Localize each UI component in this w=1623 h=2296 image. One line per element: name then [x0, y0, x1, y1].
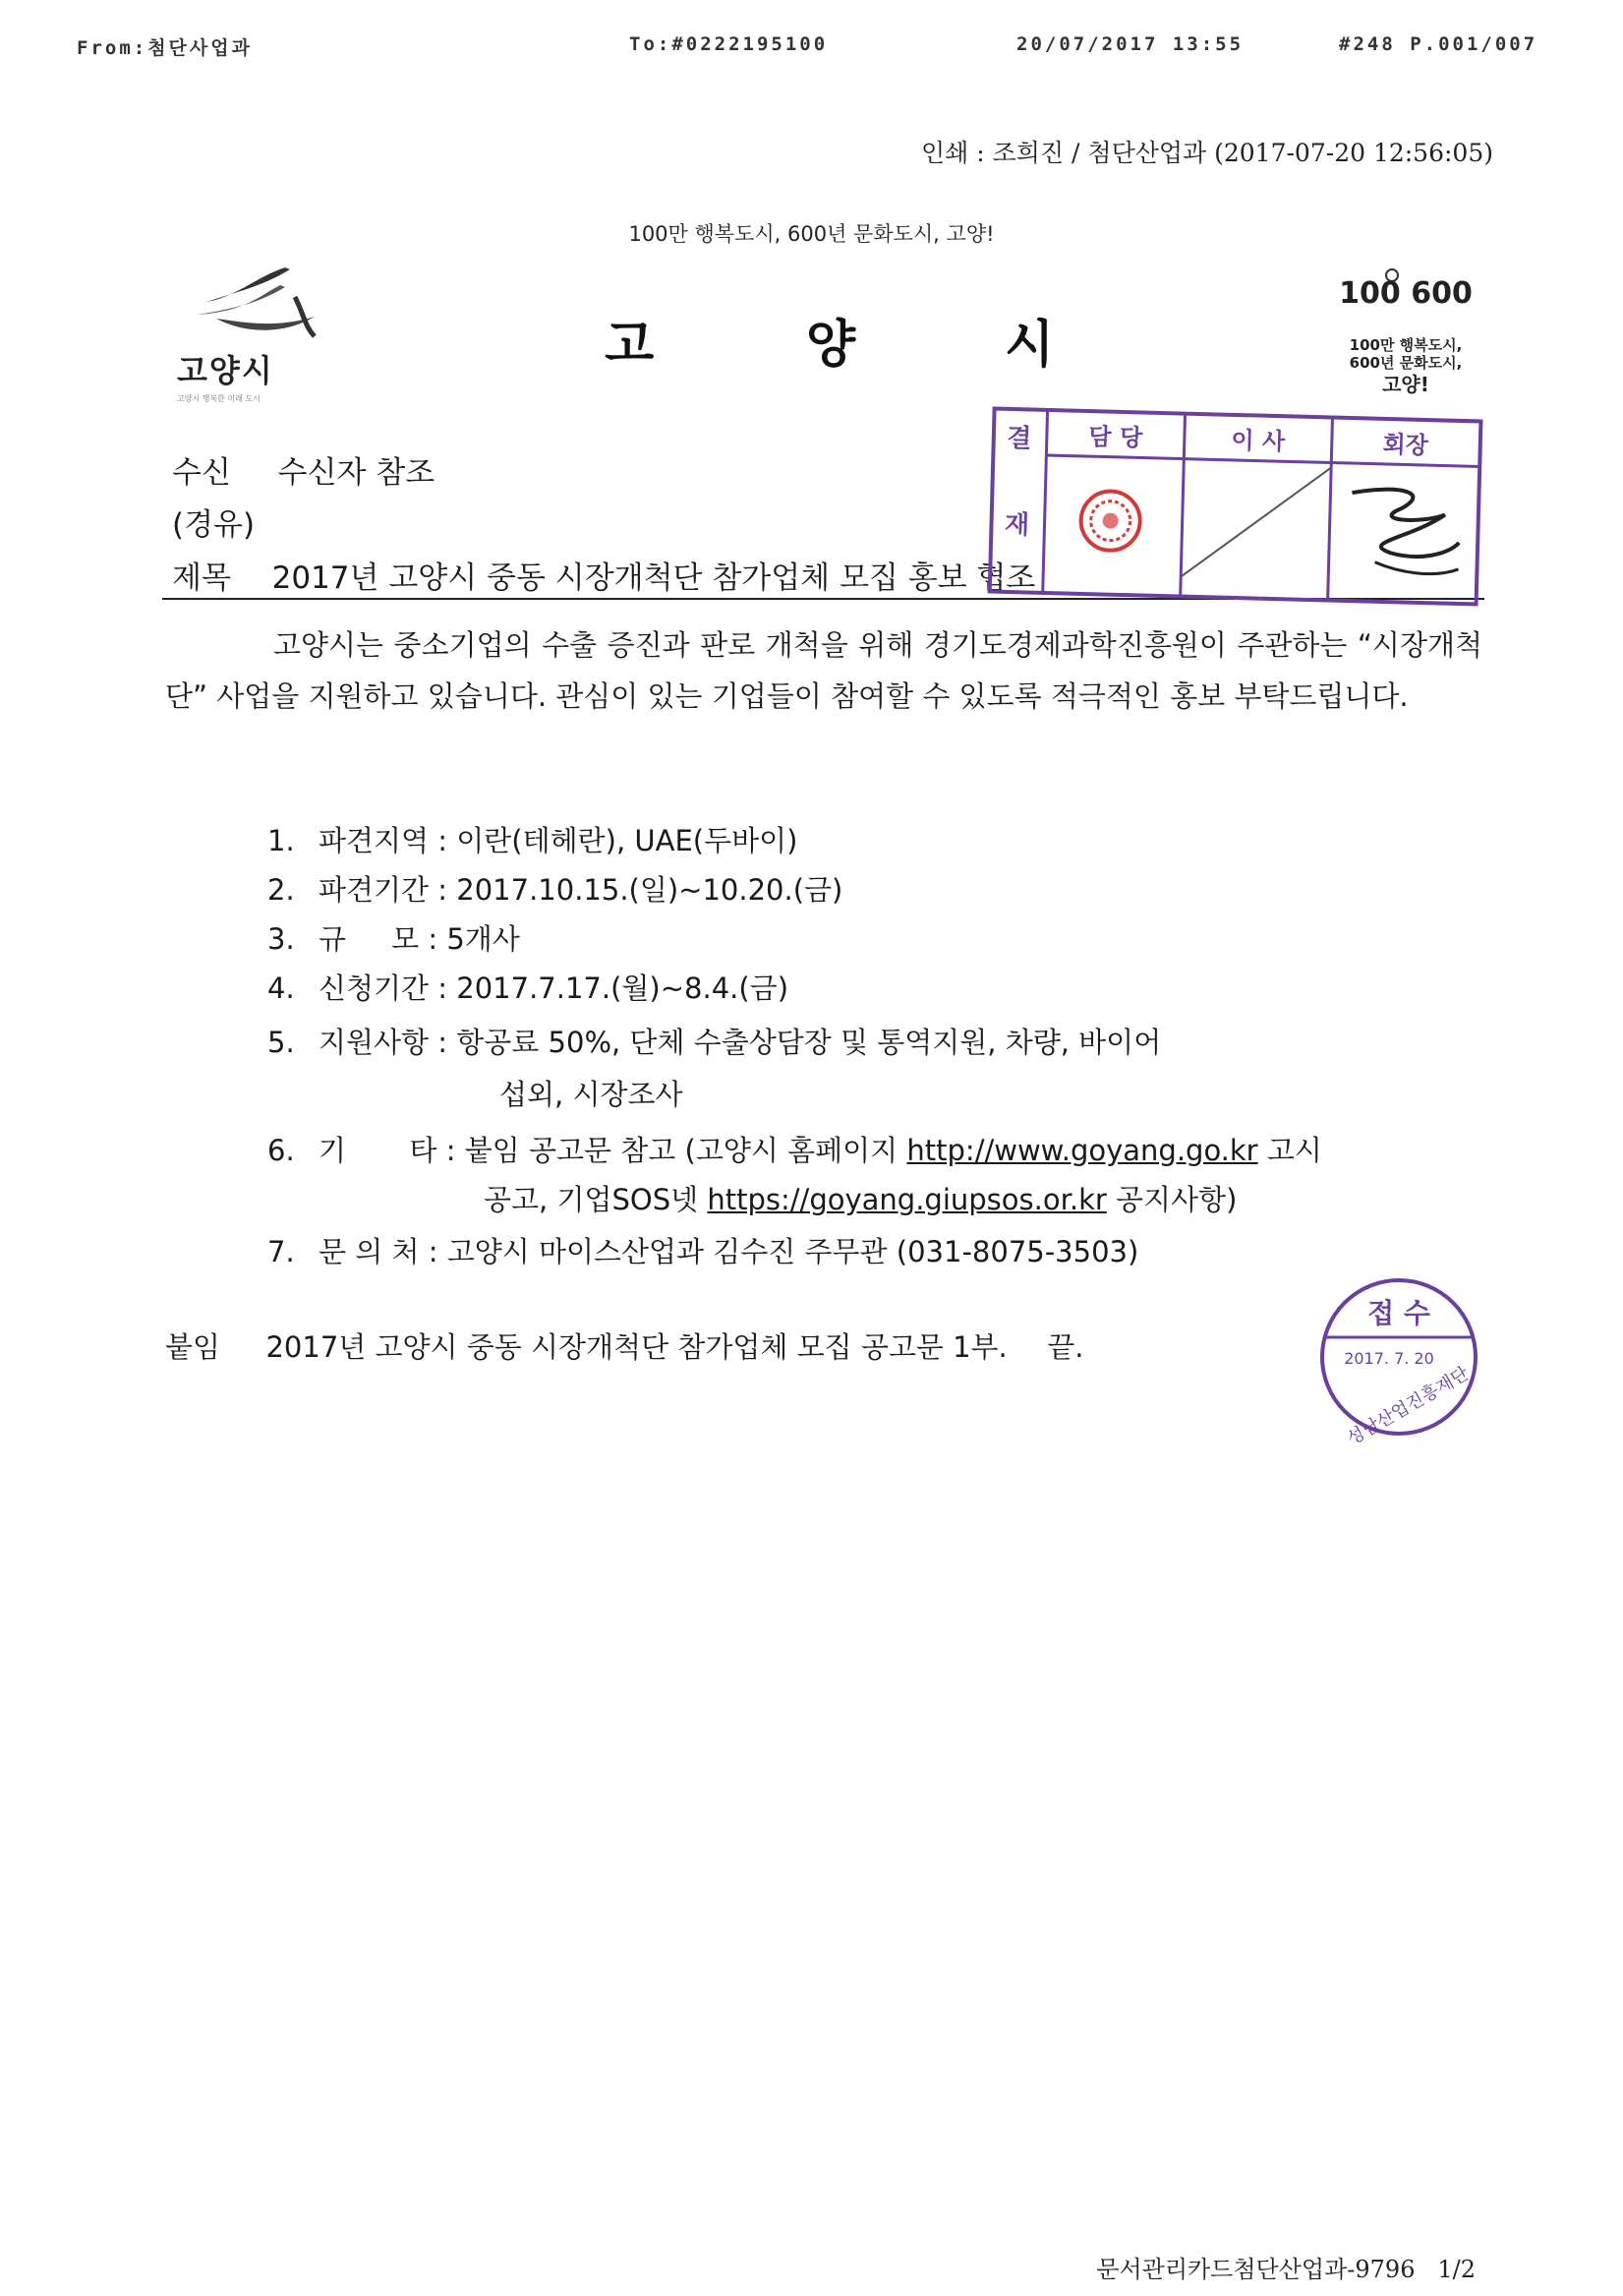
- item-value: 붙임 공고문 참고 (고양시 홈페이지: [464, 1134, 907, 1167]
- fax-to: To:#0222195100: [629, 33, 829, 55]
- list-item: 3. 규 모 : 5개사: [267, 914, 520, 964]
- item-number: 7.: [267, 1235, 295, 1268]
- goyang-emblem-icon: [177, 258, 334, 346]
- list-item-continuation: [484, 1175, 1237, 1224]
- logo-right-line3: 고양!: [1382, 373, 1429, 396]
- list-item: 2. 파견기간 : 2017.10.15.(일)~10.20.(금): [267, 865, 842, 914]
- item-value: 고양시 마이스산업과 김수진 주무관 (031-8075-3503): [446, 1235, 1139, 1268]
- attachment-end: 끝.: [1047, 1330, 1084, 1364]
- title-char-1: 고: [605, 315, 655, 375]
- title-char-3: 시: [1005, 315, 1055, 375]
- goyang-logo: [177, 258, 334, 403]
- fax-page: #248 P.001/007: [1339, 33, 1538, 55]
- attachment-label: 붙임: [165, 1330, 221, 1364]
- item-label: 지원사항: [319, 1026, 430, 1059]
- fax-from: From:첨단사업과: [77, 37, 253, 59]
- item-label: 기 타: [319, 1134, 437, 1167]
- recipient-row: [172, 447, 435, 492]
- red-seal-icon: [1080, 491, 1141, 552]
- item-value-cont-post: 공지사항): [1106, 1183, 1238, 1216]
- giupsos-link[interactable]: https://goyang.giupsos.or.kr: [707, 1183, 1107, 1216]
- item-number: 5.: [267, 1026, 295, 1059]
- recipient-value: 수신자 참조: [277, 455, 435, 491]
- logo-right-number: 100 600: [1339, 276, 1473, 311]
- receipt-date: 2017. 7. 20: [1344, 1349, 1434, 1368]
- item-number: 4.: [267, 971, 295, 1005]
- item-value: 이란(테헤란), UAE(두바이): [456, 824, 798, 857]
- document-footer: 문서관리카드첨단산업과-9796 1/2: [1096, 2256, 1476, 2283]
- logo-right-line1: 100만 행복도시,: [1349, 336, 1463, 354]
- item-value: 항공료 50%, 단체 수출상담장 및 통역지원, 차량, 바이어: [456, 1026, 1162, 1059]
- approval-col-3: 회장: [1382, 430, 1429, 460]
- logo-left-name: 고양시: [177, 352, 274, 389]
- item-value: 2017.7.17.(월)~8.4.(금): [456, 971, 789, 1005]
- receipt-title: 접 수: [1367, 1297, 1430, 1329]
- fax-datetime: 20/07/2017 13:55: [1016, 33, 1245, 55]
- list-item: 7. 문 의 처 : 고양시 마이스산업과 김수진 주무관 (031-8075-3503): [267, 1227, 1138, 1276]
- item-label: 신청기간: [319, 971, 430, 1005]
- item-number: 3.: [267, 922, 295, 956]
- item-label: 규 모: [319, 922, 420, 956]
- list-item: 5. 지원사항 : 항공료 50%, 단체 수출상담장 및 통역지원, 차량, 바이어: [267, 1018, 1486, 1067]
- receipt-org: 성남산업진흥재단: [1343, 1363, 1473, 1450]
- approval-col-1: 담 당: [1088, 423, 1143, 452]
- signature-icon: [1350, 489, 1460, 575]
- item-value: 5개사: [446, 922, 520, 956]
- approval-side-1: 결: [1006, 423, 1032, 454]
- item-number: 1.: [267, 824, 295, 857]
- item-value-mid: 고시: [1257, 1134, 1322, 1167]
- anniversary-emblem-icon: [1339, 264, 1473, 332]
- list-item: 1. 파견지역 : 이란(테헤란), UAE(두바이): [267, 816, 797, 865]
- attachment-value: 2017년 고양시 중동 시장개척단 참가업체 모집 공고문 1부.: [265, 1330, 1008, 1364]
- item-number: 6.: [267, 1134, 295, 1167]
- title-char-2: 양: [806, 315, 856, 375]
- homepage-link[interactable]: http://www.goyang.go.kr: [906, 1134, 1258, 1167]
- anniversary-logo: [1327, 264, 1484, 411]
- subject-value: 2017년 고양시 중동 시장개척단 참가업체 모집 홍보 협조: [271, 560, 1036, 596]
- print-info: 인쇄 : 조희진 / 첨단산업과 (2017-07-20 12:56:05): [921, 139, 1493, 167]
- item-value: 2017.10.15.(일)~10.20.(금): [456, 873, 843, 907]
- body-paragraph: 고양시는 중소기업의 수출 증진과 판로 개척을 위해 경기도경제과학진흥원이 주관하는 “시장개척단” 사업을 지원하고 있습니다. 관심이 있는 기업들이 참여할 수 있도록 적극적인 홍보 부탁드립니다.: [165, 628, 1482, 713]
- approval-col-2: 이 사: [1231, 426, 1286, 456]
- item-label: 파견기간: [319, 873, 430, 907]
- approval-side-2: 재: [1004, 509, 1030, 541]
- item-number: 2.: [267, 873, 295, 907]
- item-label: 파견지역: [319, 824, 430, 857]
- list-item-continuation: 섭외, 시장조사: [499, 1078, 683, 1111]
- logo-left-tagline: 고양시 행복한 미래 도시: [177, 394, 261, 403]
- logo-right-line2: 600년 문화도시,: [1349, 354, 1463, 372]
- item-value-cont: 공고, 기업SOS넷: [484, 1183, 708, 1216]
- slogan: 100만 행복도시, 600년 문화도시, 고양!: [628, 222, 995, 246]
- list-item: 4. 신청기간 : 2017.7.17.(월)~8.4.(금): [267, 964, 788, 1013]
- via-row: (경유): [172, 507, 256, 543]
- recipient-label: 수신: [172, 455, 231, 491]
- subject-label: 제목: [172, 560, 231, 596]
- receipt-stamp: [1312, 1273, 1484, 1450]
- approval-stamp-box: [988, 411, 1484, 608]
- attachment-line: [165, 1323, 1083, 1372]
- list-item: 6. 기 타 : 붙임 공고문 참고 (고양시 홈페이지 http://www.goyang.go.kr 고시: [267, 1126, 1486, 1175]
- item-label: 문 의 처: [319, 1235, 420, 1268]
